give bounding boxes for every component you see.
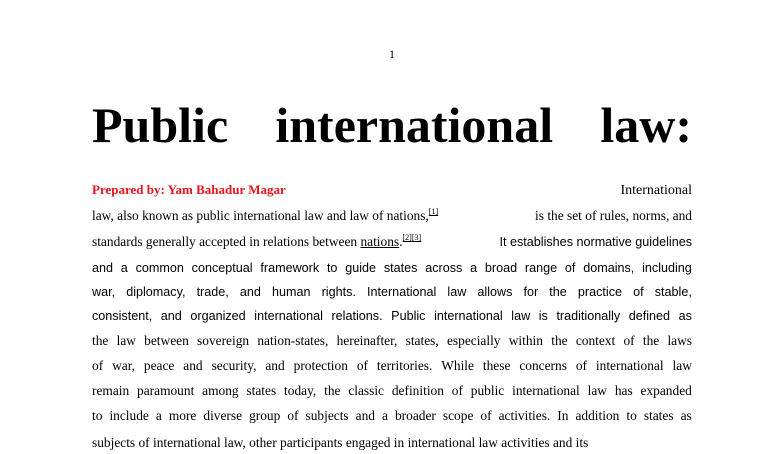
- word: of: [92, 358, 104, 373]
- word: common: [135, 261, 184, 275]
- word: and: [160, 309, 182, 323]
- word: as: [680, 408, 692, 423]
- word: subjects: [305, 408, 349, 423]
- line-6-text: [92, 330, 692, 352]
- line-5-text: [92, 305, 692, 327]
- reference-link-3[interactable]: [3]: [411, 233, 422, 242]
- word: law: [511, 309, 531, 323]
- title-word-1: Public: [92, 97, 229, 153]
- word: conceptual: [191, 261, 253, 275]
- word: law: [116, 333, 136, 348]
- word: activities.: [498, 408, 551, 423]
- word: to: [326, 261, 338, 275]
- word: framework: [260, 261, 320, 275]
- word: public: [470, 383, 505, 398]
- paragraph-line-6: [92, 330, 692, 352]
- byline-row: [92, 180, 692, 200]
- word: range: [524, 261, 558, 275]
- word: the: [551, 333, 568, 348]
- word: include: [109, 408, 149, 423]
- word: international: [254, 309, 323, 323]
- word: broader: [394, 408, 436, 423]
- word: more: [168, 408, 197, 423]
- word: within: [508, 333, 543, 348]
- word: stable,: [654, 285, 692, 299]
- word: international: [434, 309, 503, 323]
- word: hereinafter,: [336, 333, 398, 348]
- word: domains,: [583, 261, 635, 275]
- word: paramount: [137, 383, 195, 398]
- paragraph-line-7: [92, 355, 692, 377]
- word: trade,: [196, 285, 229, 299]
- word: traditionally: [556, 309, 621, 323]
- word: the: [92, 333, 109, 348]
- word: relations.: [331, 309, 383, 323]
- word: a: [470, 261, 478, 275]
- line-3-text: [92, 257, 692, 279]
- word: states,: [405, 333, 439, 348]
- word: allows: [477, 285, 513, 299]
- word: security,: [211, 358, 257, 373]
- word: a: [382, 408, 388, 423]
- title-word-2: international: [275, 97, 554, 153]
- word: sovereign: [197, 333, 250, 348]
- paragraph-line-10: [92, 432, 692, 454]
- word: the: [324, 383, 341, 398]
- word: of: [287, 408, 299, 423]
- line-1-text: law, also known as public international law and law of nations,[1]: [92, 207, 439, 223]
- word: today,: [284, 383, 317, 398]
- line-4-text: [92, 281, 692, 303]
- word: war,: [112, 358, 135, 373]
- line-2-text: standards generally accepted in relations between nations.[2][3]: [92, 233, 422, 249]
- word: classic: [348, 383, 385, 398]
- title-word-3: law:: [600, 97, 692, 153]
- word: scope: [442, 408, 474, 423]
- word: peace: [143, 358, 175, 373]
- word: diverse: [203, 408, 243, 423]
- paragraph-line-8: [92, 380, 692, 402]
- word: especially: [446, 333, 501, 348]
- reference-link-2[interactable]: [2]: [402, 233, 412, 242]
- word: consistent,: [92, 309, 153, 323]
- word: and: [92, 261, 114, 275]
- document-title: [92, 96, 692, 154]
- word: broad: [484, 261, 518, 275]
- word: these: [482, 358, 511, 373]
- word: diplomacy,: [126, 285, 186, 299]
- word: remain: [92, 383, 130, 398]
- paragraph-line-5: [92, 305, 692, 327]
- word: the: [549, 285, 567, 299]
- word: territories.: [376, 358, 433, 373]
- word: international: [595, 358, 664, 373]
- word: across: [425, 261, 463, 275]
- word: nation-states,: [257, 333, 329, 348]
- word: of: [623, 333, 635, 348]
- word: international: [512, 383, 580, 398]
- word: states: [246, 383, 277, 398]
- paragraph-line-3: [92, 257, 692, 279]
- word: While: [441, 358, 474, 373]
- word: of: [633, 285, 644, 299]
- nations-link[interactable]: nations: [360, 234, 400, 249]
- paragraph-line-9: [92, 405, 692, 427]
- paragraph-line-1: [92, 205, 692, 227]
- word: a: [155, 408, 162, 423]
- word: of: [480, 408, 492, 423]
- word: and: [265, 358, 285, 373]
- line-10-text: subjects of international law, other participants engaged in international law activities and its: [92, 435, 589, 450]
- word: concerns: [519, 358, 567, 373]
- word: law: [587, 383, 607, 398]
- reference-link-1[interactable]: [1]: [428, 207, 439, 216]
- word: among: [202, 383, 239, 398]
- word: law: [447, 285, 467, 299]
- word: International: [366, 285, 437, 299]
- word: is: [538, 309, 548, 323]
- word: the: [642, 333, 660, 348]
- word: and: [239, 285, 261, 299]
- word: between: [144, 333, 189, 348]
- word: to: [626, 408, 637, 423]
- word: Public: [391, 309, 426, 323]
- word: including: [642, 261, 692, 275]
- paragraph-line-2: [92, 231, 692, 253]
- word: has: [614, 383, 633, 398]
- word: as: [678, 309, 692, 323]
- page-number: 1: [389, 47, 395, 61]
- word: protection: [293, 358, 348, 373]
- word: a: [120, 261, 128, 275]
- word: of: [564, 261, 576, 275]
- paragraph-line-4: [92, 281, 692, 303]
- word: war,: [92, 285, 116, 299]
- word: addition: [575, 408, 620, 423]
- word: law: [672, 358, 692, 373]
- word: for: [523, 285, 539, 299]
- line-8-text: [92, 380, 692, 402]
- word: practice: [577, 285, 623, 299]
- line-2-tail: It establishes normative guidelines: [499, 235, 692, 249]
- word: states: [643, 408, 674, 423]
- word: guide: [345, 261, 377, 275]
- word: context: [575, 333, 616, 348]
- word: expanded: [640, 383, 692, 398]
- word: In: [557, 408, 569, 423]
- paragraph-first-word: International: [620, 183, 692, 198]
- word: organized: [190, 309, 246, 323]
- word: of: [356, 358, 368, 373]
- word: definition: [391, 383, 444, 398]
- author-byline: Prepared by: Yam Bahadur Magar: [92, 182, 286, 197]
- word: of: [575, 358, 587, 373]
- word: rights.: [321, 285, 356, 299]
- word: defined: [628, 309, 671, 323]
- word: laws: [667, 333, 692, 348]
- word: and: [183, 358, 203, 373]
- line-7-text: [92, 355, 692, 377]
- word: group: [249, 408, 281, 423]
- word: and: [355, 408, 375, 423]
- line-9-text: [92, 405, 692, 427]
- line-1-tail: is the set of rules, norms, and: [535, 208, 692, 223]
- word: states: [383, 261, 418, 275]
- word: to: [92, 408, 103, 423]
- word: human: [271, 285, 311, 299]
- word: of: [451, 383, 463, 398]
